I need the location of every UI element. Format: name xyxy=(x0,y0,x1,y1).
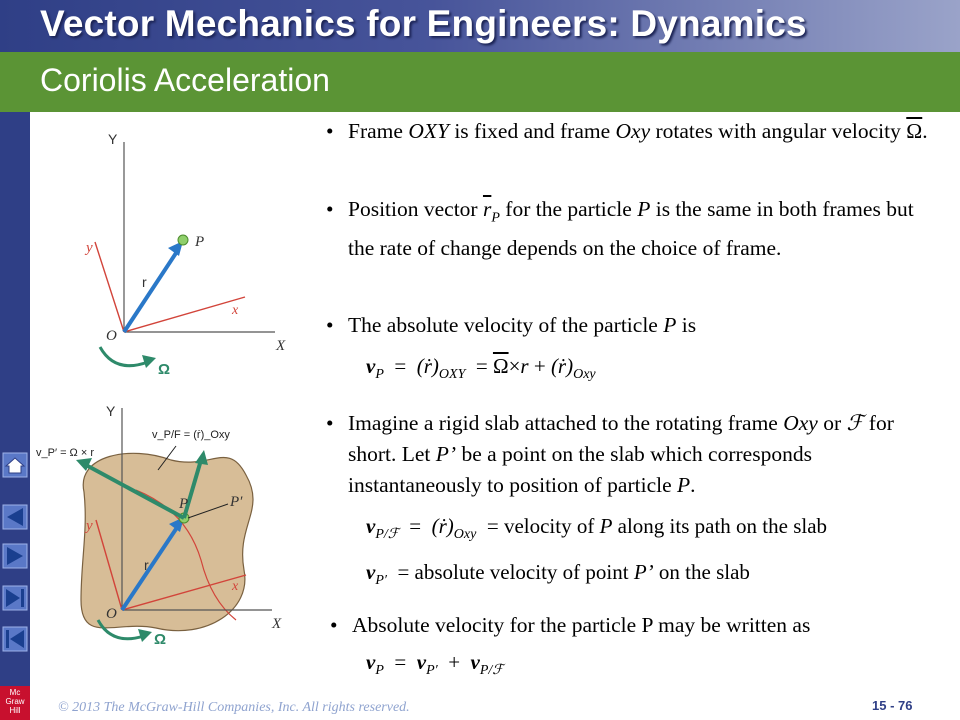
bullet-dot: • xyxy=(326,313,334,337)
section-title: Coriolis Acceleration xyxy=(40,62,330,98)
label-P: P xyxy=(179,496,189,512)
previous-slide-icon[interactable] xyxy=(2,504,28,530)
copyright-notice: © 2013 The McGraw-Hill Companies, Inc. All rights reserved. xyxy=(58,700,410,715)
label-r: r xyxy=(142,274,147,290)
bullet-dot: • xyxy=(326,119,334,143)
equation-velocity-sum: $v_P = v_{P'} + v_{P/ℱ}$ xyxy=(366,650,504,679)
label-y: y xyxy=(86,518,93,534)
label-Pprime: P′ xyxy=(230,494,243,510)
rigid-slab-figure xyxy=(36,400,300,658)
particle-P xyxy=(178,235,188,245)
position-vector-r xyxy=(124,250,178,332)
next-slide-icon[interactable] xyxy=(2,543,28,569)
label-Y: Y xyxy=(106,403,116,419)
label-X: X xyxy=(272,616,282,632)
label-vPF: v_P/F = (ṙ)_Oxy xyxy=(152,429,230,441)
book-title: Vector Mechanics for Engineers: Dynamics xyxy=(40,3,807,44)
omega-arrow xyxy=(100,347,148,366)
bullet-2: • Position vector $\overline{r}_P$ for the particle P is the same in both frames but the rate of change depends on the choice of frame. xyxy=(348,194,944,264)
page-number: 15 - 76 xyxy=(872,698,913,713)
bullet-dot: • xyxy=(326,197,334,221)
bullet-5: • Absolute velocity for the particle P may be written as xyxy=(352,610,944,641)
bullet-dot: • xyxy=(326,411,334,435)
y-axis-rotating xyxy=(95,242,124,332)
label-r: r xyxy=(144,557,149,573)
first-slide-icon[interactable] xyxy=(2,626,28,652)
label-Omega: Ω xyxy=(154,631,167,648)
label-x: x xyxy=(232,579,239,594)
label-X: X xyxy=(276,338,286,354)
label-x: x xyxy=(232,303,239,318)
label-vPprime: v_P′ = Ω × r xyxy=(36,447,94,459)
bullet-dot: • xyxy=(330,613,338,637)
equation-relative-velocity: $v_{P/ℱ}$ = $(ṙ)_{Oxy}$ = velocity of P along its path on the slab xyxy=(366,514,828,543)
label-Y: Y xyxy=(108,131,118,147)
equation-absolute-velocity: $v_P$ = $(ṙ)_{OXY} = \overline{\Omega}\times r$ + $(ṙ)_{Oxy}$ xyxy=(366,354,596,383)
last-slide-icon[interactable] xyxy=(2,585,28,611)
bullet-1: • Frame OXY is fixed and frame Oxy rotates with angular velocity $\overline{\Omega}$. xyxy=(348,116,948,147)
label-y: y xyxy=(86,240,93,256)
label-P: P xyxy=(195,234,205,250)
label-Omega: Ω xyxy=(158,361,171,378)
label-O: O xyxy=(106,606,117,622)
label-O: O xyxy=(106,328,117,344)
rotating-frame-figure xyxy=(40,122,300,387)
home-icon[interactable] xyxy=(2,452,28,478)
mcgraw-hill-logo: Mc Graw Hill xyxy=(0,686,30,720)
equation-slab-point-velocity: $v_{P'}$ = absolute velocity of point P’ on the slab xyxy=(366,560,750,589)
bullet-3: • The absolute velocity of the particle P is xyxy=(348,310,944,341)
bullet-4: • Imagine a rigid slab attached to the rotating frame Oxy or ℱ for short. Let P’ be a point on the slab which corresponds instantaneously to position of particle P. xyxy=(348,408,944,501)
